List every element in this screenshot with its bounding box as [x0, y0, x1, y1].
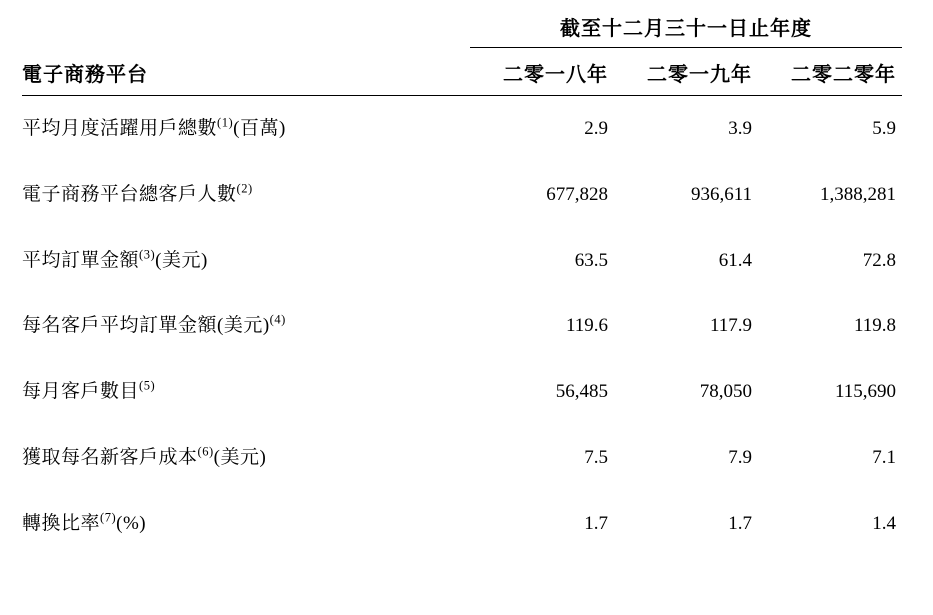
cell-2018: 56,485 [555, 381, 608, 402]
section-title: 電子商務平台 [22, 48, 470, 96]
year-header-2020: 二零二零年 [758, 48, 902, 96]
row-label-footnote: (7) [100, 510, 117, 525]
row-label [22, 293, 470, 359]
row-label-footnote: (4) [269, 312, 286, 327]
document-page [0, 8, 933, 615]
row-label [22, 425, 470, 491]
metrics-body [22, 96, 902, 557]
cell-2020: 119.8 [853, 315, 896, 337]
row-label [22, 96, 470, 162]
cell-2019: 78,050 [699, 381, 752, 402]
cell-2018: 7.5 [584, 446, 608, 468]
row-label-main: 獲取每名新客戶成本 [22, 446, 198, 468]
row-label-unit: (百萬) [233, 118, 286, 139]
row-label-main: 平均月度活躍用戶總數 [22, 118, 218, 139]
cell-2019: 7.9 [728, 446, 752, 468]
cell-2020: 5.9 [872, 118, 896, 139]
row-label-main: 轉換比率 [22, 512, 101, 534]
cell-2020: 1.4 [872, 512, 896, 534]
row-label-main: 電子商務平台總客戶人數 [22, 183, 237, 205]
row-label [22, 359, 470, 425]
table-row [22, 228, 902, 294]
cell-2020: 115,690 [834, 381, 896, 402]
cell-2018: 2.9 [584, 118, 608, 139]
row-label-main: 平均訂單金額 [22, 249, 140, 271]
row-label-footnote: (2) [236, 181, 253, 196]
cell-2018: 1.7 [584, 512, 608, 534]
cell-2019: 61.4 [718, 249, 752, 271]
row-label-footnote: (5) [139, 378, 156, 393]
year-header-2019: 二零一九年 [614, 48, 758, 96]
row-label-footnote: (1) [217, 115, 234, 130]
ecommerce-metrics-table [22, 8, 902, 556]
row-label [22, 491, 470, 557]
cell-2020: 7.1 [872, 446, 896, 468]
column-header-row [22, 48, 902, 96]
cell-2018: 119.6 [565, 315, 608, 337]
cell-2019: 1.7 [728, 512, 752, 534]
table-row [22, 359, 902, 425]
cell-2020: 72.8 [862, 249, 896, 271]
row-label [22, 162, 470, 228]
cell-2020: 1,388,281 [820, 183, 896, 205]
cell-2018: 677,828 [546, 183, 608, 205]
row-label-unit: (%) [116, 512, 147, 534]
cell-2019: 3.9 [728, 118, 752, 139]
table-row [22, 425, 902, 491]
cell-2019: 936,611 [690, 183, 752, 205]
row-label-footnote: (3) [139, 247, 156, 262]
row-label-unit: (美元) [213, 446, 267, 468]
table-row [22, 293, 902, 359]
row-label-unit: (美元) [155, 249, 208, 271]
year-header-2018: 二零一八年 [470, 48, 614, 96]
row-label-main: 每月客戶數目 [22, 381, 140, 402]
cell-2019: 117.9 [709, 315, 752, 337]
period-header-label: 截至十二月三十一日止年度 [470, 8, 902, 48]
period-header-row [22, 8, 902, 48]
cell-2018: 63.5 [574, 249, 608, 271]
table-row [22, 162, 902, 228]
row-label-footnote: (6) [197, 444, 214, 459]
row-label [22, 228, 470, 294]
table-row [22, 96, 902, 162]
row-label-main: 每名客戶平均訂單金額(美元) [22, 315, 270, 337]
period-header-spacer [22, 8, 470, 48]
table-row [22, 491, 902, 557]
